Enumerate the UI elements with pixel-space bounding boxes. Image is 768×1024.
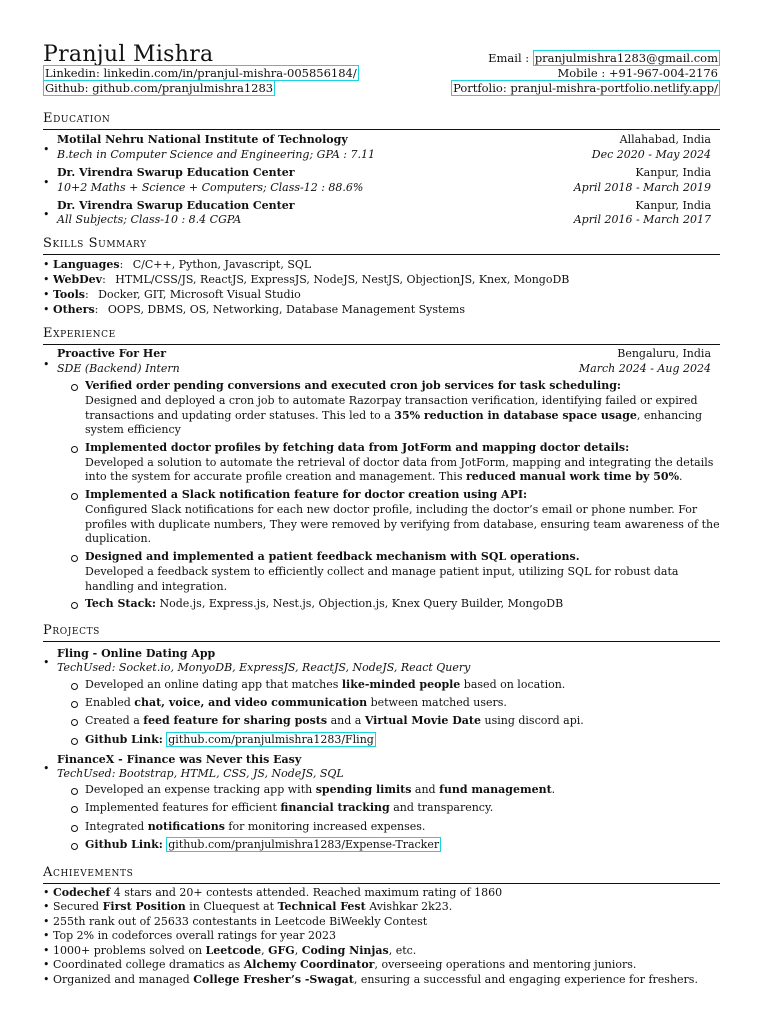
- circle-bullet: [71, 788, 78, 795]
- exp-point-title: Implemented a Slack notification feature for doctor creation using API:: [85, 488, 528, 501]
- exp-point-text: profiles with duplicate numbers, They were removed by verifying from database, ensuring team awareness of the: [85, 518, 720, 531]
- skill-row: • WebDev: HTML/CSS/JS, ReactJS, ExpressJS, NodeJS, NestJS, ObjectionJS, Knex, MongoDB: [43, 273, 570, 286]
- bullet: •: [43, 656, 50, 669]
- edu-dates: April 2016 - March 2017: [573, 213, 711, 226]
- exp-point-text: Designed and deployed a cron job to automate Razorpay transaction verification, identifying failed or expired: [85, 394, 698, 407]
- circle-bullet: [71, 384, 78, 391]
- bullet: •: [43, 208, 50, 221]
- project-github-link[interactable]: github.com/pranjulmishra1283/Fling: [168, 733, 374, 746]
- project-github-link[interactable]: github.com/pranjulmishra1283/Expense-Tracker: [168, 838, 440, 851]
- section-rule: [43, 129, 720, 130]
- edu-school: Dr. Virendra Swarup Education Center: [57, 199, 295, 212]
- section-rule: [43, 344, 720, 345]
- project-github: Github Link: github.com/pranjulmishra1283/Expense-Tracker: [85, 838, 440, 851]
- skill-row: • Languages: C/C++, Python, Javascript, SQL: [43, 258, 312, 271]
- project-tech: TechUsed: Bootstrap, HTML, CSS, JS, NodeJS, SQL: [57, 767, 344, 780]
- achievement-item: • Top 2% in codeforces overall ratings for year 2023: [43, 929, 336, 942]
- edu-location: Kanpur, India: [635, 199, 711, 212]
- section-rule: [43, 641, 720, 642]
- edu-school: Dr. Virendra Swarup Education Center: [57, 166, 295, 179]
- candidate-name: Pranjul Mishra: [43, 42, 214, 67]
- circle-bullet: [71, 843, 78, 850]
- bullet: •: [43, 143, 50, 156]
- skills-heading: Skills Summary: [43, 236, 147, 251]
- mobile: Mobile : +91-967-004-2176: [557, 66, 718, 80]
- project-point: Enabled chat, voice, and video communication between matched users.: [85, 696, 507, 709]
- circle-bullet: [71, 446, 78, 453]
- achievement-item: • Codechef 4 stars and 20+ contests attended. Reached maximum rating of 1860: [43, 886, 503, 899]
- skill-row: • Tools: Docker, GIT, Microsoft Visual Studio: [43, 288, 301, 301]
- job-role: SDE (Backend) Intern: [57, 362, 180, 375]
- project-point: Implemented features for efficient financial tracking and transparency.: [85, 801, 494, 814]
- exp-point-text: transactions and updating order statuses. This led to a 35% reduction in database space usage, enhancing: [85, 409, 703, 422]
- bullet: •: [43, 176, 50, 189]
- exp-point-text: Developed a solution to automate the retrieval of doctor data from JotForm, mapping and integrating the details: [85, 456, 714, 469]
- achievement-item: • 255th rank out of 25633 contestants in Leetcode BiWeekly Contest: [43, 915, 428, 928]
- project-tech: TechUsed: Socket.io, MonyoDB, ExpressJS, ReactJS, NodeJS, React Query: [57, 661, 471, 674]
- project-point: Developed an online dating app that matches like-minded people based on location.: [85, 678, 566, 691]
- achievement-item: • Secured First Position in Cluequest at Technical Fest Avishkar 2k23.: [43, 900, 453, 913]
- circle-bullet: [71, 555, 78, 562]
- circle-bullet: [71, 602, 78, 609]
- achievements-heading: Achievements: [43, 865, 134, 880]
- exp-point-title: Implemented doctor profiles by fetching data from JotForm and mapping doctor details:: [85, 441, 630, 454]
- github-link[interactable]: Github: github.com/pranjulmishra1283: [45, 81, 274, 95]
- company-name: Proactive For Her: [57, 347, 167, 360]
- project-point: Created a feed feature for sharing posts and a Virtual Movie Date using discord api.: [85, 714, 584, 727]
- project-point: Integrated notifications for monitoring increased expenses.: [85, 820, 426, 833]
- section-rule: [43, 883, 720, 884]
- exp-point-text: system efficiency: [85, 423, 181, 436]
- education-heading: Education: [43, 111, 111, 126]
- bullet: •: [43, 358, 50, 371]
- experience-heading: Experience: [43, 326, 116, 341]
- exp-point-title: Designed and implemented a patient feedback mechanism with SQL operations.: [85, 550, 580, 563]
- edu-dates: Dec 2020 - May 2024: [591, 148, 711, 161]
- section-rule: [43, 254, 720, 255]
- edu-school: Motilal Nehru National Institute of Technology: [57, 133, 348, 146]
- exp-point-text: Developed a feedback system to efficiently collect and manage patient input, utilizing SQL for robust data: [85, 565, 679, 578]
- job-dates: March 2024 - Aug 2024: [578, 362, 711, 375]
- project-point: Developed an expense tracking app with spending limits and fund management.: [85, 783, 556, 796]
- skill-row: • Others: OOPS, DBMS, OS, Networking, Database Management Systems: [43, 303, 466, 316]
- project-name: Fling - Online Dating App: [57, 647, 216, 660]
- achievement-item: • Organized and managed College Fresher’s -Swagat, ensuring a successful and engaging experience for freshers.: [43, 973, 698, 986]
- project-github: Github Link: github.com/pranjulmishra1283/Fling: [85, 733, 374, 746]
- circle-bullet: [71, 806, 78, 813]
- exp-point-title: Verified order pending conversions and executed cron job services for task scheduling:: [85, 379, 621, 392]
- circle-bullet: [71, 825, 78, 832]
- email-link[interactable]: pranjulmishra1283@gmail.com: [534, 51, 718, 65]
- circle-bullet: [71, 683, 78, 690]
- projects-heading: Projects: [43, 623, 100, 638]
- edu-degree: 10+2 Maths + Science + Computers; Class-12 : 88.6%: [57, 181, 364, 194]
- circle-bullet: [71, 493, 78, 500]
- achievement-item: • Coordinated college dramatics as Alchemy Coordinator, overseeing operations and mentoring juniors.: [43, 958, 637, 971]
- edu-dates: April 2018 - March 2019: [573, 181, 711, 194]
- achievement-item: • 1000+ problems solved on Leetcode, GFG, Coding Ninjas, etc.: [43, 944, 417, 957]
- portfolio-link[interactable]: Portfolio: pranjul-mishra-portfolio.netlify.app/: [453, 81, 718, 95]
- email-line: Email : pranjulmishra1283@gmail.com: [488, 51, 718, 65]
- exp-point-text: into the system for accurate profile creation and management. This reduced manual work time by 50%.: [85, 470, 683, 483]
- company-location: Bengaluru, India: [617, 347, 711, 360]
- linkedin-link[interactable]: Linkedin: linkedin.com/in/pranjul-mishra-005856184/: [45, 66, 357, 80]
- exp-point-text: handling and integration.: [85, 580, 228, 593]
- edu-degree: B.tech in Computer Science and Engineering; GPA : 7.11: [57, 148, 375, 161]
- tech-stack: Tech Stack: Node.js, Express.js, Nest.js, Objection.js, Knex Query Builder, MongoDB: [85, 597, 564, 610]
- project-name: FinanceX - Finance was Never this Easy: [57, 753, 302, 766]
- edu-location: Allahabad, India: [619, 133, 711, 146]
- edu-location: Kanpur, India: [635, 166, 711, 179]
- exp-point-text: duplication.: [85, 532, 152, 545]
- circle-bullet: [71, 719, 78, 726]
- circle-bullet: [71, 738, 78, 745]
- edu-degree: All Subjects; Class-10 : 8.4 CGPA: [57, 213, 242, 226]
- circle-bullet: [71, 701, 78, 708]
- exp-point-text: Configured Slack notifications for each new doctor profile, including the doctor’s email or phone number. For: [85, 503, 698, 516]
- bullet: •: [43, 762, 50, 775]
